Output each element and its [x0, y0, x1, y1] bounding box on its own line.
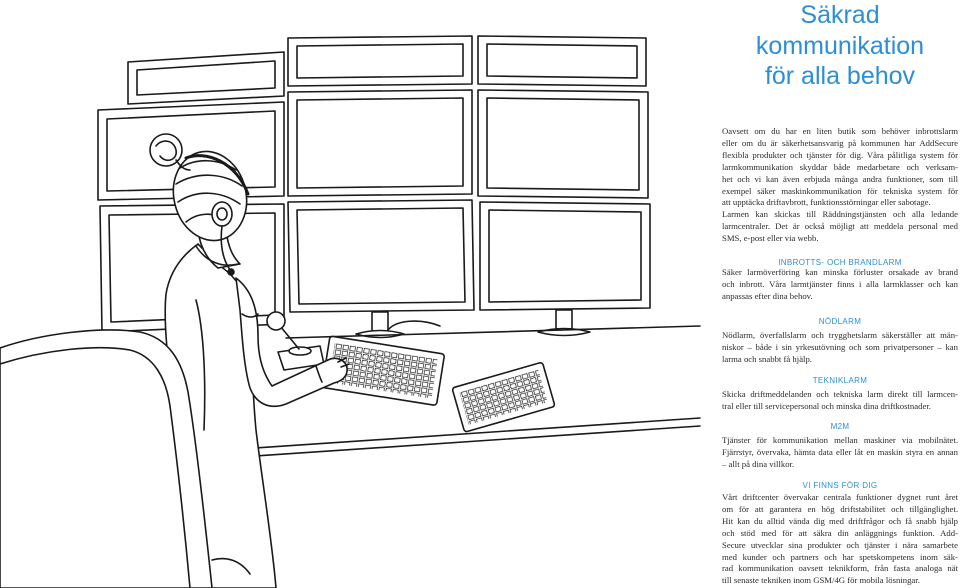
section-heading: TEKNIKLARM — [812, 376, 868, 385]
section-line: Fjärrstyr, övervaka, hämta data eller låt en maskin styra en annan — [722, 446, 958, 457]
cable — [388, 321, 440, 330]
section-line: rad kommunikation oavsett teknikform, från fasta analoga nät — [722, 563, 958, 574]
intro-line: larmcentraler. Det är också möjligt att meddela personal med — [722, 221, 958, 232]
monitor — [288, 200, 474, 312]
intro-line: Larmen kan skickas till Räddningstjänsten och alla ledande — [722, 209, 958, 220]
monitor-frame — [288, 90, 472, 196]
monitor — [478, 36, 646, 86]
intro-line: het och vi kan även erbjuda många andra funktioner, som till — [722, 173, 958, 184]
section-paragraph — [722, 389, 958, 413]
chair-back — [0, 330, 212, 588]
title-line: för alla behov — [764, 62, 916, 90]
desk-back-edge — [286, 326, 700, 338]
intro-line: flexibla produkter och tjänster för dig. Våra pålitliga system för — [722, 149, 958, 160]
monitor-frame — [128, 52, 284, 104]
section-line: Nödlarm, överfallslarm och trygghetslarm säkerställer att män- — [722, 330, 958, 340]
monitor-frame — [478, 90, 648, 198]
monitor — [288, 36, 472, 86]
section-line: anpassas efter dina behov. — [722, 290, 813, 301]
intro-line: Oavsett om du har en liten butik som behöver inbrottslarm — [722, 126, 958, 136]
monitor — [480, 202, 650, 310]
title-line: Säkrad — [800, 1, 880, 29]
section-line: tral eller till servicepersonal och minska dina driftkostnader. — [722, 400, 931, 411]
section-line: om för att garantera en hög driftstabilitet och tillgänglighet. — [722, 503, 958, 514]
section-line: med kunder och partners och har spetskompetens inom säk- — [722, 551, 958, 562]
section-line: Skicka driftmeddelanden och tekniska larm direkt till larmcen- — [722, 389, 958, 399]
section-line: Tjänster för kommunikation mellan maskiner via mobilnätet. — [722, 435, 958, 445]
stand-pole — [372, 312, 388, 331]
section-line: Secure utvecklar sina produkter och tjänster i nära samarbete — [722, 539, 958, 550]
section-paragraph — [722, 267, 958, 303]
joystick — [267, 312, 324, 370]
section-line: larma och snabbt få hjälp. — [722, 353, 812, 364]
section-line: till senaste tekniken inom GSM/4G för mobila lösningar. — [722, 575, 920, 586]
section-heading: INBROTTS- OCH BRANDLARM — [778, 258, 902, 267]
section-heading: VI FINNS FÖR DIG — [802, 481, 878, 490]
section-line: – allt på dina villkor. — [722, 458, 795, 469]
section-paragraph — [722, 492, 958, 587]
section-line: niskor – både i sin yrkesutövning och som privatpersoner – kan — [722, 341, 958, 352]
section-line: Säker larmöverföring kan minska förluster orsakade av brand — [722, 267, 958, 277]
monitor-stand — [538, 310, 590, 336]
section-heading: M2M — [830, 422, 850, 431]
headset-earcup — [212, 202, 232, 226]
intro-line: eller om du är säkerhetsansvarig på kommunen har AddSecure — [722, 137, 958, 148]
joystick-knob — [267, 312, 285, 330]
intro-line: exempel säker maskinkommunikation för tekniska system för — [722, 185, 958, 196]
intro-line: att upptäcka driftavbrott, funktionsstörningar eller sabotage. — [722, 197, 931, 208]
section-line: och stöd med för att säkra din anläggnings funktion. Add- — [722, 527, 958, 538]
intro-paragraph — [722, 126, 958, 245]
joystick-socket — [289, 347, 311, 355]
section-line: och inbrott. Våra larmtjänster finns i alla larmklasser och kan — [722, 278, 958, 289]
stand-pole — [556, 310, 572, 329]
monitor-frame — [480, 202, 650, 310]
section-line: Vårt driftcenter övervakar centrala funktioner dygnet runt året — [722, 492, 958, 502]
section-paragraph — [722, 435, 958, 471]
monitor — [478, 90, 648, 198]
intro-line: larmkommunikation skyddar både medarbetare och verksam- — [722, 161, 958, 172]
section-paragraph — [722, 330, 958, 366]
monitor-stand — [356, 312, 404, 338]
section-line: Hit kan du alltid vända dig med driftfrågor och få snabb hjälp — [722, 515, 958, 526]
headset-mic — [228, 269, 234, 275]
desk-front-edge — [196, 418, 700, 452]
monitor-frame — [288, 200, 474, 312]
desk-front-edge — [196, 426, 700, 460]
monitor — [288, 90, 472, 196]
section-heading: NÖDLARM — [818, 317, 862, 326]
page-title — [722, 0, 958, 92]
keyboard — [452, 362, 555, 432]
intro-line: SMS, e-post eller via webb. — [722, 233, 819, 244]
title-line: kommunikation — [755, 31, 925, 60]
monitor — [128, 52, 284, 104]
